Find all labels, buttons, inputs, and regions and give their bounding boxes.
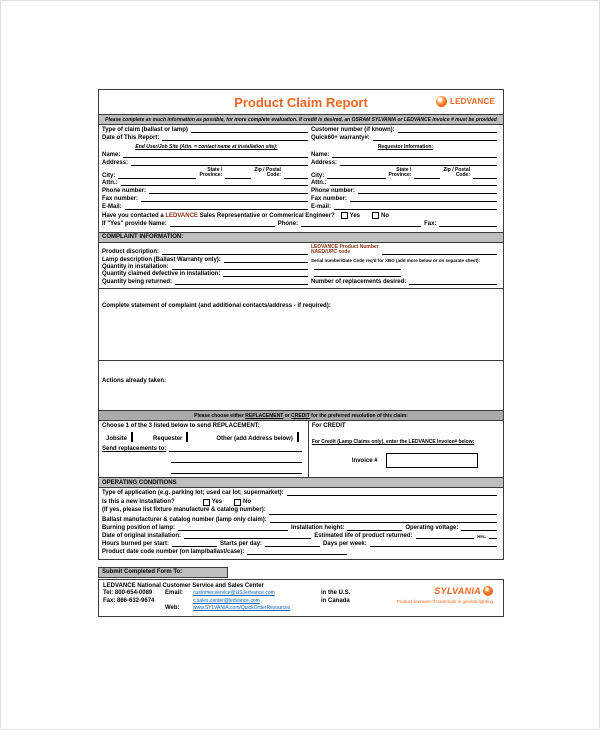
operating-voltage-line	[461, 528, 497, 531]
lamp-description-label: Lamp description (Ballast Warranty only):	[102, 257, 221, 263]
starts-per-day-label: Starts per day:	[220, 540, 263, 547]
product-number-line	[382, 252, 497, 255]
state-line-right	[414, 176, 440, 179]
name-label-left: Name:	[102, 152, 121, 158]
date-of-report-line	[162, 138, 308, 141]
state-line-left	[225, 176, 251, 179]
ledvance-logo	[436, 96, 495, 107]
row-city-state-zip	[99, 168, 503, 179]
address-line-right	[340, 163, 497, 166]
row-claim-customer	[99, 127, 503, 133]
fax-line-right	[350, 199, 497, 202]
row-section-headers	[99, 144, 503, 150]
ballast-label: Ballast manufacturer & catalog number (lamp only claim):	[102, 516, 267, 523]
submit-to-header: Submit Completed Form To:	[98, 567, 228, 578]
city-label-left: City:	[102, 172, 116, 179]
row-burning	[99, 525, 503, 531]
complaint-section-header: COMPLAINT INFORMATION:	[99, 232, 503, 243]
row-address	[99, 160, 503, 166]
complaint-statement-box[interactable]	[99, 288, 503, 360]
days-per-week-line	[370, 544, 497, 547]
qty-returned-line	[175, 282, 308, 285]
product-description-label: Product discription:	[102, 249, 159, 255]
row-lamp-serial	[99, 257, 503, 263]
zip-label-right: Zip / Postal Code:	[443, 167, 470, 179]
contacted-yes-checkbox[interactable]	[341, 212, 348, 219]
replacement-word: REPLACEMENT	[245, 412, 284, 419]
row-fax	[99, 196, 503, 202]
qty-install-label: Quantity in installation:	[102, 264, 169, 270]
row-date-code	[99, 549, 503, 559]
replacement-cell	[99, 421, 308, 477]
row-qty-defective	[99, 271, 503, 277]
city-line-right	[327, 176, 385, 179]
lamp-description-line	[224, 260, 308, 263]
invoice-label: Invoice #	[351, 457, 378, 464]
row-new-installation	[99, 498, 503, 515]
row-email	[99, 204, 503, 210]
tel-number: Tel: 800-654-0089	[103, 590, 153, 597]
fax-label-right: Fax number:	[310, 195, 347, 202]
row-date-installed	[99, 533, 503, 539]
row-qty-returned	[99, 279, 503, 288]
send-replacements-label: Send replacements to:	[102, 446, 167, 452]
attn-label-left: Attn.:	[102, 179, 118, 186]
qty-defective-label: Quantity claimed defective in installation:	[102, 271, 221, 277]
other-label: Other (add Address below)	[216, 436, 293, 442]
org-name: LEDVANCE National Customer Service and Sales Center	[103, 582, 264, 589]
date-code-label: Product date code number (on lamp/ballast/case):	[102, 548, 245, 555]
est-life-label: Estimated life of product returned:	[314, 532, 413, 539]
name-line-right	[332, 155, 497, 158]
date-of-report-label: Date of This Report:	[102, 135, 160, 141]
if-yes-label: If "Yes" provide Name:	[102, 220, 167, 227]
web-label: Web:	[165, 605, 180, 612]
ca-note: in Canada	[321, 597, 350, 604]
quick60-line	[373, 138, 497, 141]
new-install-line	[269, 512, 497, 515]
row-product-description	[99, 245, 503, 256]
install-height-label: Installation height:	[291, 524, 345, 531]
for-credit-label: For CREDIT	[311, 423, 346, 429]
instruction-bar: Please complete as much information as possible, for more complete evaluation. If credit is desired, an OSRAM SYLVANIA or LEDVANCE invoice # must be provided	[99, 114, 503, 125]
phone-label-right: Phone number:	[310, 187, 355, 194]
address-label-left: Address:	[102, 160, 129, 166]
ledvance-logo-text: LEDVANCE	[449, 97, 495, 106]
attn-label-right: Attn.:	[310, 179, 327, 186]
actions-taken-box[interactable]	[99, 360, 503, 408]
zip-label-left: Zip / Postal Code:	[254, 167, 281, 179]
credit-word: CREDIT	[291, 412, 310, 419]
replacements-desired-line	[409, 282, 497, 285]
date-installed-line	[184, 536, 311, 539]
serial-line-1	[314, 267, 401, 270]
resolution-bar: Please choose either REPLACEMENT or CREDIT for the preferred resolution of this claim:	[99, 410, 503, 421]
new-install-note: (If yes, please list fixture manufacture & catalog number):	[102, 507, 266, 514]
city-label-right: City:	[310, 172, 325, 179]
if-yes-phone-line	[301, 224, 421, 227]
email-us-link[interactable]: customer.service@US.ledvance.com	[193, 590, 275, 597]
row-ballast	[99, 517, 503, 523]
attn-line-right	[330, 183, 497, 186]
row-attn	[99, 180, 503, 186]
zip-line-right	[473, 176, 497, 179]
phone-label-left: Phone number:	[102, 187, 147, 194]
customer-number-label: Customer number (if known):	[310, 127, 395, 133]
sylvania-logo-text: SYLVANIA	[434, 585, 481, 596]
name-line-left	[123, 155, 308, 158]
jobsite-label: Jobsite	[106, 436, 128, 442]
row-contacted-question	[99, 212, 503, 219]
burning-position-line	[178, 528, 288, 531]
state-label-left: State / Province:	[199, 167, 223, 179]
credit-instruction-label: For Credit (Lamp Claims only), enter the LEDVANCE Invoice# below:	[311, 439, 475, 445]
days-per-week-label: Days per week:	[323, 540, 367, 547]
product-description-line	[162, 252, 308, 255]
requester-checkbox[interactable]	[186, 432, 188, 442]
new-install-yes-checkbox[interactable]	[203, 499, 210, 506]
row-hours-burned	[99, 541, 503, 547]
jobsite-checkbox[interactable]	[131, 432, 133, 442]
type-application-label: Type of application (e.g. parking lot; used car lot; supermarket):	[102, 490, 284, 496]
choose-label: Choose 1 of the 3 listed below to send REPLACEMENT:	[102, 423, 260, 429]
fax-number: Fax: 866-632-9674	[103, 597, 155, 604]
ledvance-circle-icon	[436, 96, 447, 107]
main-form	[98, 89, 504, 560]
email-line-left	[125, 207, 308, 210]
phone-line-left	[149, 191, 308, 194]
operating-voltage-label: Operating voltage:	[405, 524, 459, 531]
replacements-desired-label: Number of replacements desired:	[310, 279, 407, 285]
fax-label-left: Fax number:	[102, 195, 139, 202]
send-to-line-2	[171, 460, 302, 463]
page-title: Product Claim Report	[234, 95, 368, 110]
new-install-label: Is this a new installation?	[102, 499, 175, 505]
fax-line-left	[141, 199, 308, 202]
hours-per-start-line	[172, 544, 217, 547]
ledvance-word: LEDVANCE	[165, 212, 198, 219]
state-label-right: State / Province:	[388, 167, 412, 179]
contacted-yes-label: Yes	[349, 212, 361, 219]
contact-box	[98, 579, 504, 617]
sylvania-logo	[397, 586, 493, 604]
credit-cell	[308, 421, 503, 477]
contacted-question: Have you contacted a LEDVANCE Sales Representative or Commerical Engineer?	[102, 212, 335, 219]
quick60-label: Quick60+ warranty#:	[310, 135, 370, 141]
row-qty-install	[99, 264, 503, 270]
city-line-left	[118, 176, 196, 179]
resolution-grid	[99, 421, 503, 477]
contacted-no-checkbox[interactable]	[372, 212, 379, 219]
burning-position-label: Burning position of lamp:	[102, 524, 175, 531]
hrs-label: Hrs.	[477, 533, 486, 539]
if-yes-phone-label: Phone:	[277, 220, 299, 227]
form-header	[99, 90, 503, 114]
other-checkbox[interactable]	[297, 432, 299, 442]
product-number-label: LEDVANCE Product Number NAED/UPC code	[310, 243, 379, 255]
new-install-yes-label: Yes	[211, 499, 223, 505]
email-label: Email:	[165, 590, 184, 597]
send-to-line-3	[171, 471, 302, 474]
email-label-right: E-mail:	[310, 203, 331, 210]
row-phone	[99, 188, 503, 194]
install-height-line	[347, 528, 402, 531]
operating-section-header: OPERATING CONDITIONS	[99, 477, 503, 488]
phone-line-right	[358, 191, 497, 194]
hrs-line	[489, 536, 497, 539]
type-of-claim-line	[191, 130, 308, 133]
qty-install-line	[172, 267, 308, 270]
requester-label: Requester	[153, 436, 183, 442]
invoice-number-box[interactable]	[386, 453, 478, 468]
attn-line-left	[121, 183, 308, 186]
new-install-no-label: No	[243, 499, 252, 505]
end-user-header: End User/Job Site (Attn. = contact name at installation site):	[135, 144, 278, 150]
send-to-line-1	[169, 449, 302, 452]
new-install-no-checkbox[interactable]	[234, 499, 241, 506]
sylvania-circle-icon	[483, 586, 493, 596]
date-installed-label: Date of original installation:	[102, 532, 182, 539]
hours-per-start-label: Hours burned per start:	[102, 540, 170, 547]
date-code-line	[247, 552, 347, 555]
if-yes-fax-line	[439, 224, 497, 227]
row-date-quick60	[99, 135, 503, 141]
row-type-application	[99, 490, 503, 496]
actions-taken-label: Actions already taken:	[102, 378, 167, 384]
starts-per-day-line	[265, 544, 320, 547]
ballast-line	[270, 520, 497, 523]
web-link[interactable]: www.SYLVANIA.com/QuickOrderResources	[193, 605, 291, 612]
us-note: in the U.S.	[321, 590, 351, 597]
requestor-header: Requestor Information:	[377, 144, 434, 150]
est-life-line	[416, 536, 475, 539]
claim-form-page	[98, 89, 504, 659]
complaint-statement-label: Complete statement of complaint (and additional contacts/address - if required):	[102, 303, 331, 309]
qty-returned-label: Quantity being returned:	[102, 279, 173, 285]
email-line-right	[334, 207, 497, 210]
if-yes-name-line	[170, 224, 275, 227]
sylvania-tagline: Product licensee of trademark in general lighting	[396, 598, 493, 604]
if-yes-fax-label: Fax:	[424, 220, 437, 227]
type-of-claim-label: Type of claim (ballast or lamp)	[102, 127, 188, 133]
serial-line-2	[314, 274, 401, 277]
address-label-right: Address:	[310, 160, 337, 166]
contacted-no-label: No	[381, 212, 390, 219]
customer-number-line	[398, 130, 497, 133]
row-if-yes	[99, 221, 503, 230]
serial-number-label: Serial number/Date Code req'd for XBO (add more below or on separate sheet):	[310, 258, 481, 263]
zip-line-left	[284, 176, 308, 179]
row-name	[99, 152, 503, 158]
email-ca-link[interactable]: c.sales.center@ledvance.com	[193, 597, 260, 604]
type-application-line	[287, 493, 497, 496]
address-line-left	[131, 163, 308, 166]
name-label-right: Name:	[310, 152, 330, 158]
qty-defective-line	[223, 274, 308, 277]
email-label-left: E-Mail:	[102, 203, 122, 210]
